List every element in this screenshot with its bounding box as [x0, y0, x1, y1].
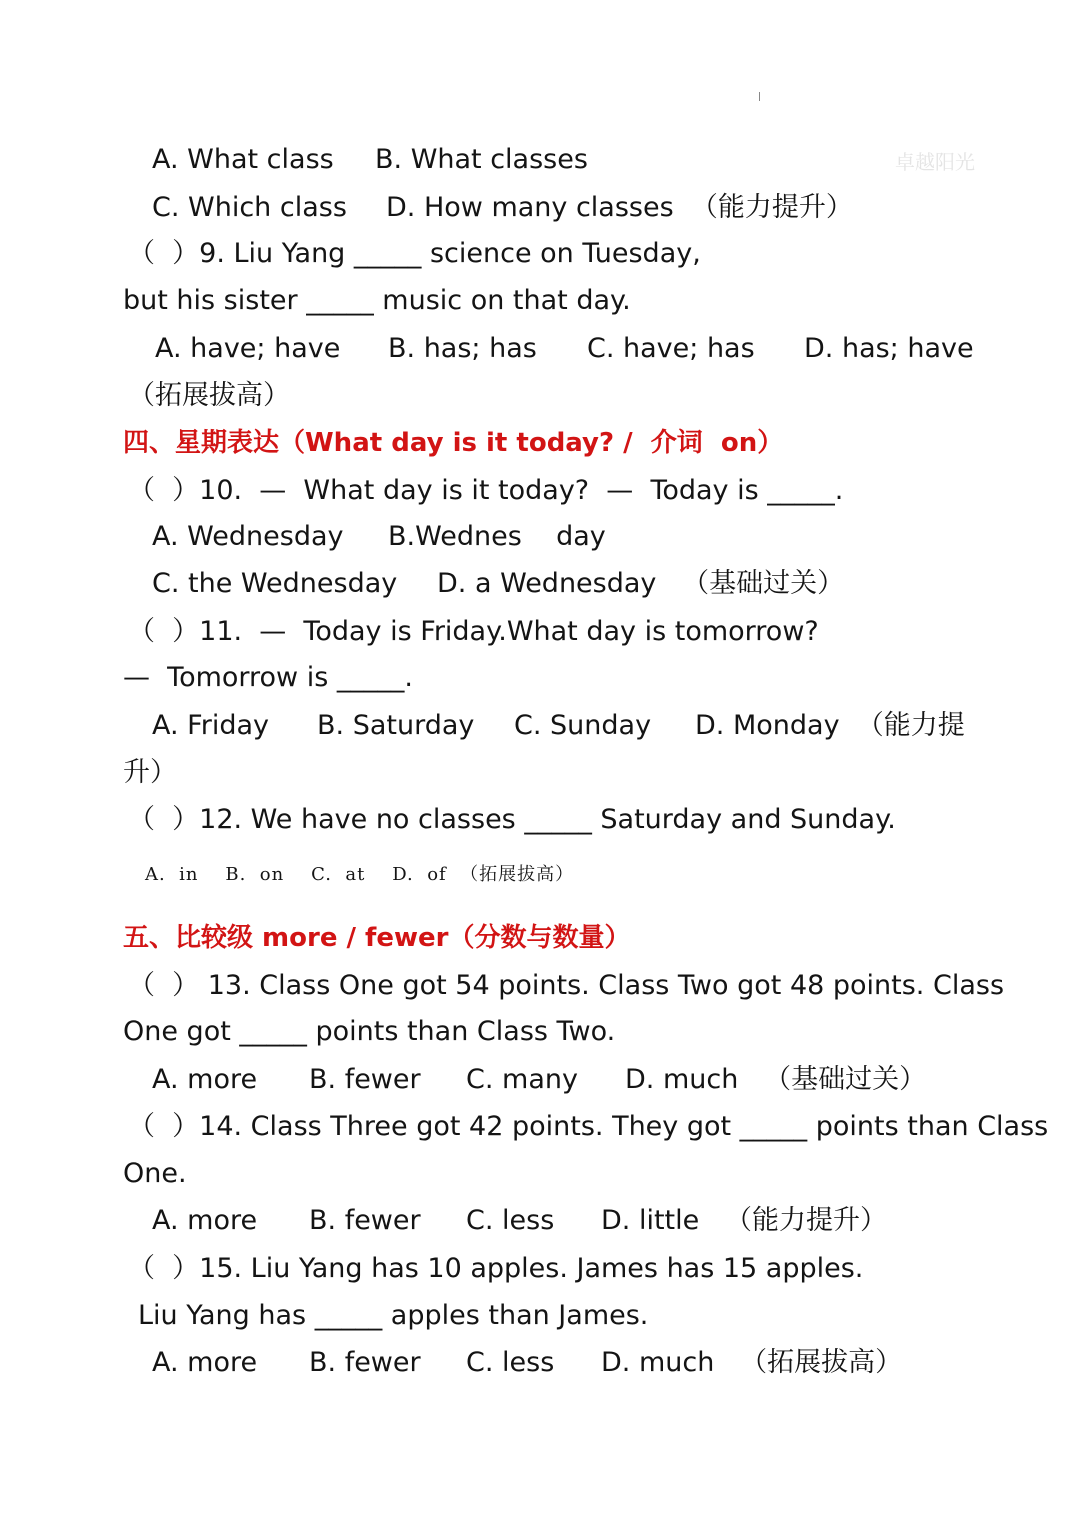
- q8-option-a: A. What class: [152, 144, 334, 175]
- q10-option-d: D. a Wednesday （基础过关）: [437, 568, 845, 599]
- q11-option-a: A. Friday: [152, 710, 269, 741]
- q15-option-c: C. less: [466, 1347, 555, 1378]
- q14-option-d: D. little （能力提升）: [601, 1205, 887, 1236]
- question-11-line-1: （ ）11. — Today is Friday.What day is tomorrow?: [128, 616, 819, 647]
- question-13-line-1: （ ） 13. Class One got 54 points. Class Two got 48 points. Class: [128, 970, 1005, 1001]
- q15-option-b: B. fewer: [309, 1347, 421, 1378]
- question-13-line-2: One got _____ points than Class Two.: [123, 1016, 616, 1047]
- q9-option-b: B. has; has: [388, 333, 537, 364]
- page-tick-mark: [759, 92, 760, 101]
- q15-option-a: A. more: [152, 1347, 258, 1378]
- q10-option-a: A. Wednesday: [152, 521, 344, 552]
- question-9-line-2: but his sister _____ music on that day.: [123, 285, 631, 316]
- q10-option-c: C. the Wednesday: [152, 568, 398, 599]
- q8-option-c: C. Which class: [152, 192, 347, 223]
- q8-option-d: D. How many classes （能力提升）: [386, 192, 853, 223]
- watermark: 卓越阳光: [895, 150, 975, 174]
- q13-option-d: D. much （基础过关）: [625, 1064, 927, 1095]
- question-10: （ ）10. — What day is it today? — Today is _____.: [128, 475, 844, 506]
- q12-options: A. in B. on C. at D. of （拓展拔高）: [145, 864, 575, 885]
- q9-option-a: A. have; have: [155, 333, 341, 364]
- q11-level-tag-continued: 升）: [123, 757, 177, 788]
- q13-option-c: C. many: [466, 1064, 578, 1095]
- question-14-line-2: One.: [123, 1158, 187, 1189]
- q9-level-tag: （拓展拔高）: [128, 380, 290, 411]
- question-15-line-2: Liu Yang has _____ apples than James.: [138, 1300, 649, 1331]
- q11-option-b: B. Saturday: [317, 710, 475, 741]
- q15-option-d: D. much （拓展拔高）: [601, 1347, 903, 1378]
- q11-option-d: D. Monday （能力提: [695, 710, 965, 741]
- question-14-line-1: （ ）14. Class Three got 42 points. They got _____ points than Class: [128, 1111, 1049, 1142]
- q14-option-c: C. less: [466, 1205, 555, 1236]
- section-4-heading: 四、星期表达（What day is it today? / 介词 on）: [123, 428, 784, 458]
- question-9-line-1: （ ）9. Liu Yang _____ science on Tuesday,: [128, 238, 701, 269]
- q9-option-c: C. have; has: [587, 333, 755, 364]
- q11-option-c: C. Sunday: [514, 710, 652, 741]
- q14-option-a: A. more: [152, 1205, 258, 1236]
- q8-option-b: B. What classes: [375, 144, 588, 175]
- question-12: （ ）12. We have no classes _____ Saturday and Sunday.: [128, 804, 896, 835]
- section-5-heading: 五、比较级 more / fewer（分数与数量）: [123, 923, 631, 953]
- question-15-line-1: （ ）15. Liu Yang has 10 apples. James has 15 apples.: [128, 1253, 864, 1284]
- question-11-line-2: — Tomorrow is _____.: [123, 662, 413, 693]
- q9-option-d: D. has; have: [804, 333, 974, 364]
- q13-option-a: A. more: [152, 1064, 258, 1095]
- q10-option-b: B.Wednes day: [388, 521, 606, 552]
- q14-option-b: B. fewer: [309, 1205, 421, 1236]
- q13-option-b: B. fewer: [309, 1064, 421, 1095]
